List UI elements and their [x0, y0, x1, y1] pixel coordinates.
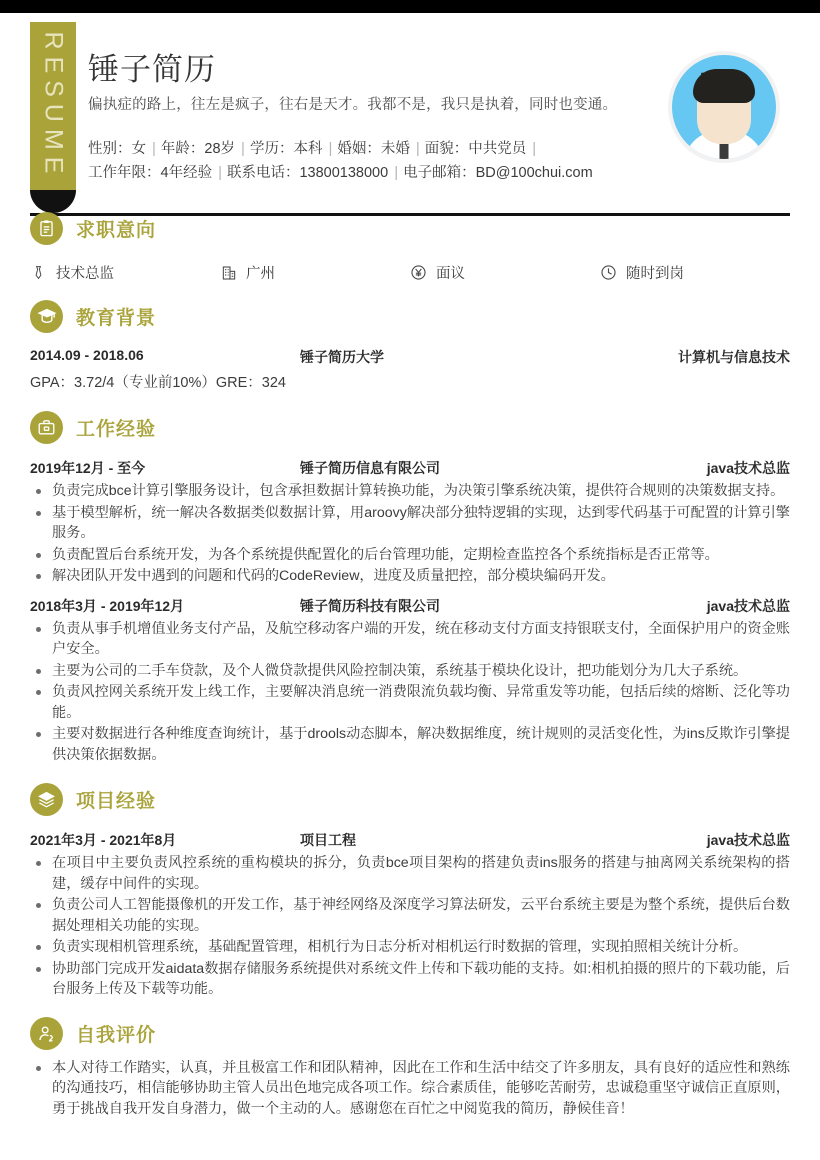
work-entry	[0, 458, 820, 587]
education-entry	[0, 347, 820, 392]
entry-role: java技术总监	[706, 460, 790, 476]
list-item: 负责配置后台系统开发，为各个系统提供配置化的后台管理功能，定期检查监控各个系统指标是否正常等。	[30, 545, 790, 566]
entry-header	[30, 347, 790, 367]
list-item: 主要为公司的二手车贷款，及个人微贷款提供风险控制决策，系统基于模块化设计，把功能划分为几大子系统。	[30, 661, 790, 682]
info-divider: |	[218, 164, 222, 181]
page-title: 锤子简历	[88, 52, 216, 87]
info-divider: |	[152, 140, 156, 157]
entry-bullets	[30, 853, 790, 1000]
avatar-hair-fringe	[694, 81, 716, 101]
list-item: 负责实现相机管理系统，基础配置管理，相机行为日志分析对相机运行时数据的管理，实现拍照相关统计分析。	[30, 937, 790, 958]
resume-side-banner	[30, 22, 76, 190]
entry-role: java技术总监	[706, 597, 790, 614]
entry-header	[30, 596, 790, 616]
spacer	[0, 394, 820, 405]
entry-role: java技术总监	[706, 832, 790, 848]
section-job-intention	[0, 206, 820, 283]
layers-icon	[30, 783, 63, 816]
entry-header	[30, 830, 790, 850]
intent-availability-label: 随时到岗	[626, 266, 684, 282]
info-divider: |	[394, 164, 399, 181]
info-political: 面貌：中共党员	[424, 141, 527, 157]
entry-organization: 锤子简历大学	[300, 349, 384, 365]
intent-salary-label: 面议	[436, 266, 465, 282]
project-entry	[0, 830, 820, 1000]
intent-availability	[600, 262, 790, 283]
work-entry	[0, 596, 820, 766]
spacer	[0, 1001, 820, 1012]
job-intention-row	[0, 250, 820, 283]
list-item: 解决团队开发中遇到的问题和代码的CodeReview，进度及质量把控，部分模块编码开发。	[30, 566, 790, 587]
list-item: 负责公司人工智能摄像机的开发工作，基于神经网络及深度学习算法研发，云平台系统主要是为整个系统，提供后台数据处理相关功能的实现。	[30, 895, 790, 936]
info-divider: |	[532, 140, 537, 157]
building-icon	[220, 264, 237, 281]
list-item: 主要对数据进行各种维度查询统计，基于drools动态脚本，解决数据维度，统计规则的灵活变化性，为ins反欺诈引擎提供决策依据数据。	[30, 724, 790, 765]
info-divider: |	[328, 140, 333, 157]
tie-icon	[30, 264, 47, 281]
entry-company: 锤子简历信息有限公司	[300, 460, 440, 476]
entry-project: 项目工程	[300, 832, 356, 848]
intent-position-label: 技术总监	[56, 266, 114, 282]
info-email: 电子邮箱：BD@100chui.com	[403, 165, 593, 181]
section-title: 教育背景	[76, 307, 157, 329]
education-scores: GPA：3.72/4（专业前10%）GRE：324	[30, 375, 286, 391]
clipboard-icon	[30, 212, 63, 245]
info-marital: 婚姻：未婚	[337, 141, 410, 157]
list-item: 负责完成bce计算引擎服务设计，包含承担数据计算转换功能，为决策引擎系统决策，提供符合规则的决策数据支持。	[30, 481, 790, 502]
list-item: 在项目中主要负责风控系统的重构模块的拆分，负责bce项目架构的搭建负责ins服务的搭建与抽离网关系统架构的搭建，缓存中间件的实现。	[30, 853, 790, 894]
avatar-illustration	[672, 55, 776, 159]
entry-date: 2021年3月 - 2021年8月	[30, 832, 177, 848]
entry-date: 2019年12月 - 至今	[30, 460, 146, 476]
info-years: 工作年限：4年经验	[88, 165, 213, 181]
intent-city	[220, 262, 410, 283]
entry-date: 2018年3月 - 2019年12月	[30, 597, 185, 614]
section-education	[0, 294, 820, 392]
info-divider: |	[241, 140, 245, 157]
section-project-experience	[0, 777, 820, 1000]
entry-header	[30, 458, 790, 478]
entry-date: 2014.09 - 2018.06	[30, 347, 144, 363]
section-title: 自我评价	[76, 1025, 157, 1046]
personal-info-line-2	[88, 161, 593, 182]
spacer	[0, 283, 820, 294]
section-title: 项目经验	[76, 790, 157, 812]
entry-bullets	[30, 619, 790, 766]
section-title: 工作经验	[76, 418, 157, 440]
info-divider: |	[415, 140, 420, 157]
personal-info-line-1	[88, 137, 541, 158]
section-header	[0, 294, 820, 338]
resume-content	[0, 206, 820, 1120]
spacer	[0, 766, 820, 777]
intent-city-label: 广州	[246, 266, 275, 282]
section-header	[0, 777, 820, 821]
list-item: 负责从事手机增值业务支付产品，及航空移动客户端的开发，统在移动支付方面支持银联支付，全面保护用户的资金账户安全。	[30, 619, 790, 660]
list-item: 本人对待工作踏实，认真，并且极富工作和团队精神，因此在工作和生活中结交了许多朋友，具有良好的适应性和熟练的沟通技巧，相信能够协助主管人员出色地完成各项工作。综合素质佳，能够吃苦耐劳，忠诚稳重坚守诚信正直原则，勇于挑战自我开发自身潜力，做一个主动的人。感谢您在百忙之中阅览我的简历，静候佳音！	[30, 1058, 790, 1120]
list-item: 协助部门完成开发aidata数据存储服务系统提供对系统文件上传和下载功能的支持。如:相机拍摄的照片的下载功能，后台服务上传及下载等功能。	[30, 959, 790, 1000]
info-degree: 学历：本科	[249, 141, 323, 157]
personal-motto: 偏执症的路上，往左是疯子，往右是天才。我都不是，我只是执着，同时也变通。	[88, 97, 618, 113]
section-work-experience	[0, 405, 820, 765]
intent-salary	[410, 262, 600, 283]
yen-icon	[410, 264, 427, 281]
info-phone: 联系电话：13800138000	[226, 165, 389, 181]
list-item: 基于模型解析，统一解决各数据类似数据计算，用aroovy解决部分独特逻辑的实现，达到零代码基于可配置的计算引擎服务。	[30, 503, 790, 544]
clock-icon	[600, 264, 617, 281]
info-gender: 性别：女	[88, 141, 146, 157]
section-title: 求职意向	[76, 219, 157, 241]
entry-major: 计算机与信息技术	[678, 349, 790, 365]
resume-header	[0, 13, 820, 203]
section-header	[0, 405, 820, 449]
top-black-bar	[0, 0, 820, 13]
section-self-evaluation	[0, 1012, 820, 1120]
info-age: 年龄：28岁	[160, 141, 236, 157]
intent-position	[30, 262, 220, 283]
briefcase-icon	[30, 411, 63, 444]
person-icon	[30, 1017, 63, 1050]
section-header	[0, 206, 820, 250]
section-header	[0, 1012, 820, 1056]
entry-bullets	[30, 1058, 790, 1120]
graduation-cap-icon	[30, 300, 63, 333]
entry-bullets	[30, 481, 790, 587]
entry-company: 锤子简历科技有限公司	[300, 597, 440, 614]
resume-banner-text: RESUME	[39, 31, 68, 181]
avatar	[668, 51, 780, 163]
list-item: 负责风控网关系统开发上线工作，主要解决消息统一消费限流负载均衡、异常重发等功能，包括后续的熔断、泛化等功能。	[30, 682, 790, 723]
self-evaluation-body	[0, 1058, 820, 1120]
